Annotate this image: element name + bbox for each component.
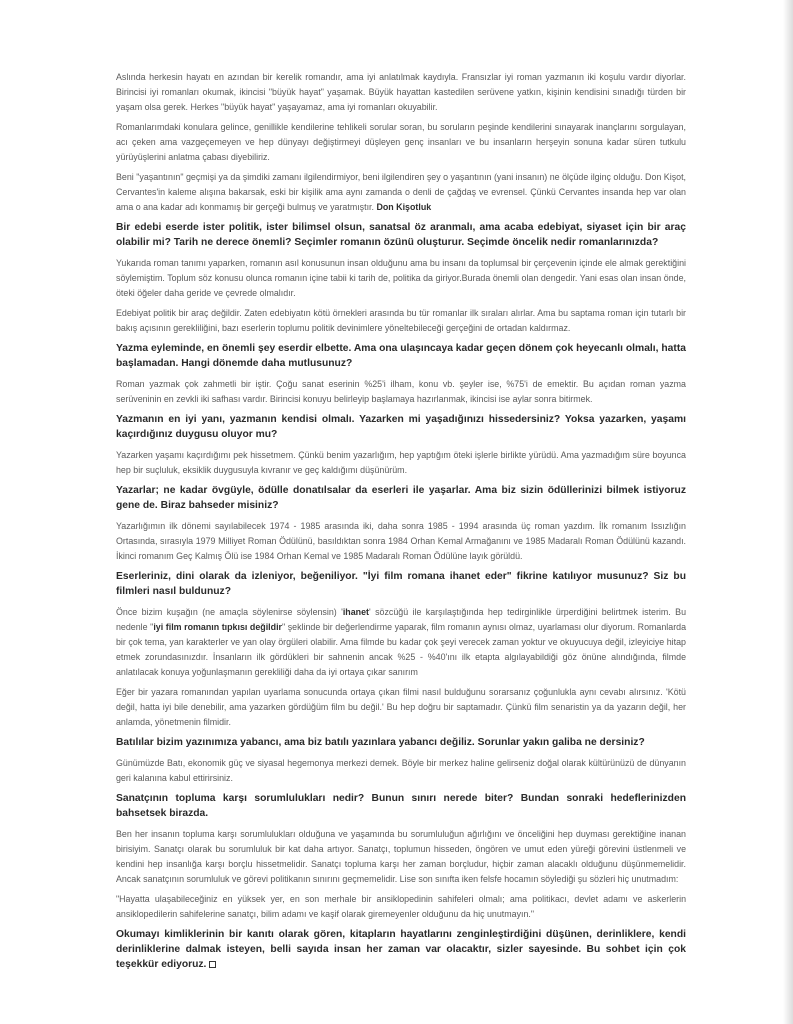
question-heading: Eserleriniz, dini olarak da izleniyor, beğeniliyor. "İyi film romana ihanet eder" fikrine katılıyor musunuz? Siz bu filmleri nasıl buldunuz? xyxy=(116,571,686,597)
answer-paragraph: Günümüzde Batı, ekonomik güç ve siyasal hegemonya merkezi demek. Böyle bir merkez haline gelirseniz doğal olarak kültürünüzü de dünyanın geri kalanına kabul ettirirsiniz. xyxy=(116,758,686,783)
bold-quote: iyi film romanın tıpkısı değildir xyxy=(153,622,282,632)
question-heading: Yazarlar; ne kadar övgüyle, ödülle donatılsalar da eserleri ile yaşarlar. Ama biz sizin ödüllerinizi bilmek istiyoruz gene de. Biraz bahseder misiniz? xyxy=(116,485,686,511)
question-heading: Yazmanın en iyi yanı, yazmanın kendisi olmalı. Yazarken mi yaşadığınızı hissedersiniz? Yoksa yazarken, yaşamı kaçırdığınız duygusu oluyor mu? xyxy=(116,414,686,440)
end-of-article-icon xyxy=(209,961,216,968)
answer-paragraph: Yazarlığımın ilk dönemi sayılabilecek 1974 - 1985 arasında iki, daha sonra 1985 - 1994 arasında üç roman yazdım. İlk romanım Issızlığın Ortasında, sırasıyla 1979 Milliyet Roman Ödülünü, basıldıktan sonra 1984 Orhan Kemal Armağanını ve 1985 Madaralı Roman Ödülünü kazandı. İkinci romanım Geç Kalmış Ölü ise 1984 Orhan Kemal ve 1985 Madaralı Roman Ödülüne layık görüldü. xyxy=(116,521,686,561)
bold-term: ihanet xyxy=(342,607,369,617)
question-heading: Sanatçının topluma karşı sorumlulukları nedir? Bunun sınırı nerede biter? Bundan sonraki hedeflerinizden bahsetsek birazda. xyxy=(116,793,686,819)
answer-paragraph: Ben her insanın topluma karşı sorumlulukları olduğuna ve yaşamında bu sorumluluğun ağırlığını ve önceliğini hep duyması gerektiğine inanan birisiyim. Sanatçı olarak bu sorumluluk bir kat daha artıyor. Sanatçı, toplumun hisseden, öngören ve umut eden yüreği görevini üstlenmeli ve kendini hep insanlığa karşı borçlu hissetmelidir. Sanatçı topluma karşı her zaman borçludur, hiçbir zaman alacaklı olduğunu düşünmemelidir. Ancak sanatçının sorumluluk ve görevi politikanın sınırını geçmemelidir. Lise son sınıfta iken felsfe hocamın söylediği şu sözleri hiç unutmadım: xyxy=(116,829,686,884)
answer-paragraph: Beni "yaşantının" geçmişi ya da şimdiki zamanı ilgilendirmiyor, beni ilgilendiren şey o yaşantının (yani insanın) ne ölçüde ilginç olduğu. Don Kişot, Cervantes'in kaleme alışına bakarsak, eski bir kişilik ama aynı zamanda o denli de çağdaş ve evrensel. Çünkü Cervantes insanda hep var olan ama o ana kadar adı konmamış bir gerçeği bulmuş ve yaratmıştır. Don Kişotluk xyxy=(116,172,686,212)
question-heading: Yazma eyleminde, en önemli şey eserdir elbette. Ama ona ulaşıncaya kadar geçen dönem çok heyecanlı olmalı, hatta başlamadan. Hangi dönemde daha mutlusunuz? xyxy=(116,343,686,369)
answer-paragraph: Eğer bir yazara romanından yapılan uyarlama sonucunda ortaya çıkan filmi nasıl bulduğunu sorarsanız çoğunlukla aynı cevabı alırsınız. 'Kötü değil, hatta iyi bile denebilir, ama yazarken gördüğüm film bu değil.' Bu hep doğru bir saptamadır. Çünkü film senaristin ya da yazarın değil, her anlamda, yönetmenin filmidir. xyxy=(116,687,686,727)
answer-paragraph: Yazarken yaşamı kaçırdığımı pek hissetmem. Çünkü benim yazarlığım, hep yaptığım öteki işlerle birlikte yürüdü. Ama yazmadığım süre boyunca hep bir suçluluk, eksiklik duygusuyla kıvranır ve geç kaldığımı düşünürüm. xyxy=(116,450,686,475)
question-heading: Bir edebi eserde ister politik, ister bilimsel olsun, sanatsal öz aranmalı, ama acaba edebiyat, siyaset için bir araç olabilir mi? Tarih ne derece önemli? Seçimler romanın özünü oluşturur. Seçimde öncelik nedir romanlarınızda? xyxy=(116,222,686,248)
quote-paragraph: "Hayatta ulaşabileceğiniz en yüksek yer, en son merhale bir ansiklopedinin sahifeleri olmalı; ama politikacı, devlet adamı ve askerlerin ansiklopedilerin sahifelerine sanatçı, bilim adamı ve kaşif olarak giremeyenler olduğunu da hiç unutmayın." xyxy=(116,894,686,919)
interview-text xyxy=(116,70,686,978)
answer-paragraph: Aslında herkesin hayatı en azından bir kerelik romandır, ama iyi anlatılmak kaydıyla. Fransızlar iyi roman yazmanın iki koşulu vardır diyorlar. Birincisi iyi romanları okumak, ikincisi "büyük hayat" yaşamak. Büyük hayattan kastedilen serüvene yatkın, kişinin kendisini sınadığı türden bir yaşam olsa gerek. Herkes "büyük hayat" yaşayamaz, ama iyi romanları okuyabilir. xyxy=(116,72,686,112)
scan-edge-shadow xyxy=(783,0,793,1024)
answer-paragraph: Roman yazmak çok zahmetli bir iştir. Çoğu sanat eserinin %25'i ilham, konu vb. şeyler ise, %75'i de emektir. Bu açıdan roman yazma serüveninin en zevkli iki safhası vardır. Birincisi konuyu belirleyip başlamaya hazırlanmak, ikincisi ise aylar sonra bitirmek. xyxy=(116,379,686,404)
closing-statement: Okumayı kimliklerinin bir kanıtı olarak gören, kitapların hayatlarını zenginleştirdiğini düşünen, derinliklere, kendi derinliklerine dalmak isteyen, belli sayıda insan her zaman var olacaktır, sizler sayesinde. Bu sohbet için çok teşekkür ediyoruz. xyxy=(116,929,686,970)
answer-paragraph: Romanlarımdaki konulara gelince, genillikle kendilerine tehlikeli sorular soran, bu soruların peşinde kendilerini sınayarak inançlarını sorgulayan, acı çeken ama vazgeçemeyen ve hep dünyayı değiştirmeyi düşleyen genç insanları ve bu insanların herşeyin sonuna kadar süren tutkulu yürüyüşlerini anlatma çabası diyebiliriz. xyxy=(116,122,686,162)
answer-paragraph: Yukarıda roman tanımı yaparken, romanın asıl konusunun insan olduğunu ama bu insanı da toplumsal bir çerçevenin içinde ele almak gerektiğini söylemiştim. Toplum söz konusu olunca romanın içine tabii ki tarih de, politika da giriyor.Burada önemli olan dengedir. Yani esas olan insan önde, öteki öğeler daha geride ve çevrede olmalıdır. xyxy=(116,258,686,298)
answer-paragraph: Önce bizim kuşağın (ne amaçla söylenirse söylensin) 'ihanet' sözcüğü ile karşılaştığında hep tedirginlikle ürperdiğini belirtmek isterim. Bu nedenle "iyi film romanın tıpkısı değildir" şeklinde bir değerlendirme yaparak, film romanın aynısı olmaz, uyarlaması olur diyorum. Romanlarda bir çok tema, yan karakterler ve yan olay örgüleri olabilir. Ama filmde bu kadar çok şeyi verecek zaman yoktur ve okuyucuya değil, izleyiciye hitap etmek zorundasınızdır. İnsanların ilk gördükleri bir sahnenin ancak %25 - %40'ını ilk etapta algılayabildiği göz önüne alındığında, filmde anlatılacak konuya yoğunlaşmanın gerekliliği daha da iyi ortaya çıkar sanırım xyxy=(116,607,687,677)
bold-trailing-phrase: Don Kişotluk xyxy=(376,202,432,212)
answer-paragraph: Edebiyat politik bir araç değildir. Zaten edebiyatın kötü örnekleri arasında bu tür romanlar ilk sıraları alırlar. Ama bu saptama roman için tutarlı bir bakış açısının gerekliliğini, bazı eserlerin toplumu politik devinimlere yöneltebileceği gerçeğini de ortadan kaldırmaz. xyxy=(116,308,686,333)
question-heading: Batılılar bizim yazınımıza yabancı, ama biz batılı yazınlara yabancı değiliz. Sorunlar yakın galiba ne dersiniz? xyxy=(116,737,645,748)
